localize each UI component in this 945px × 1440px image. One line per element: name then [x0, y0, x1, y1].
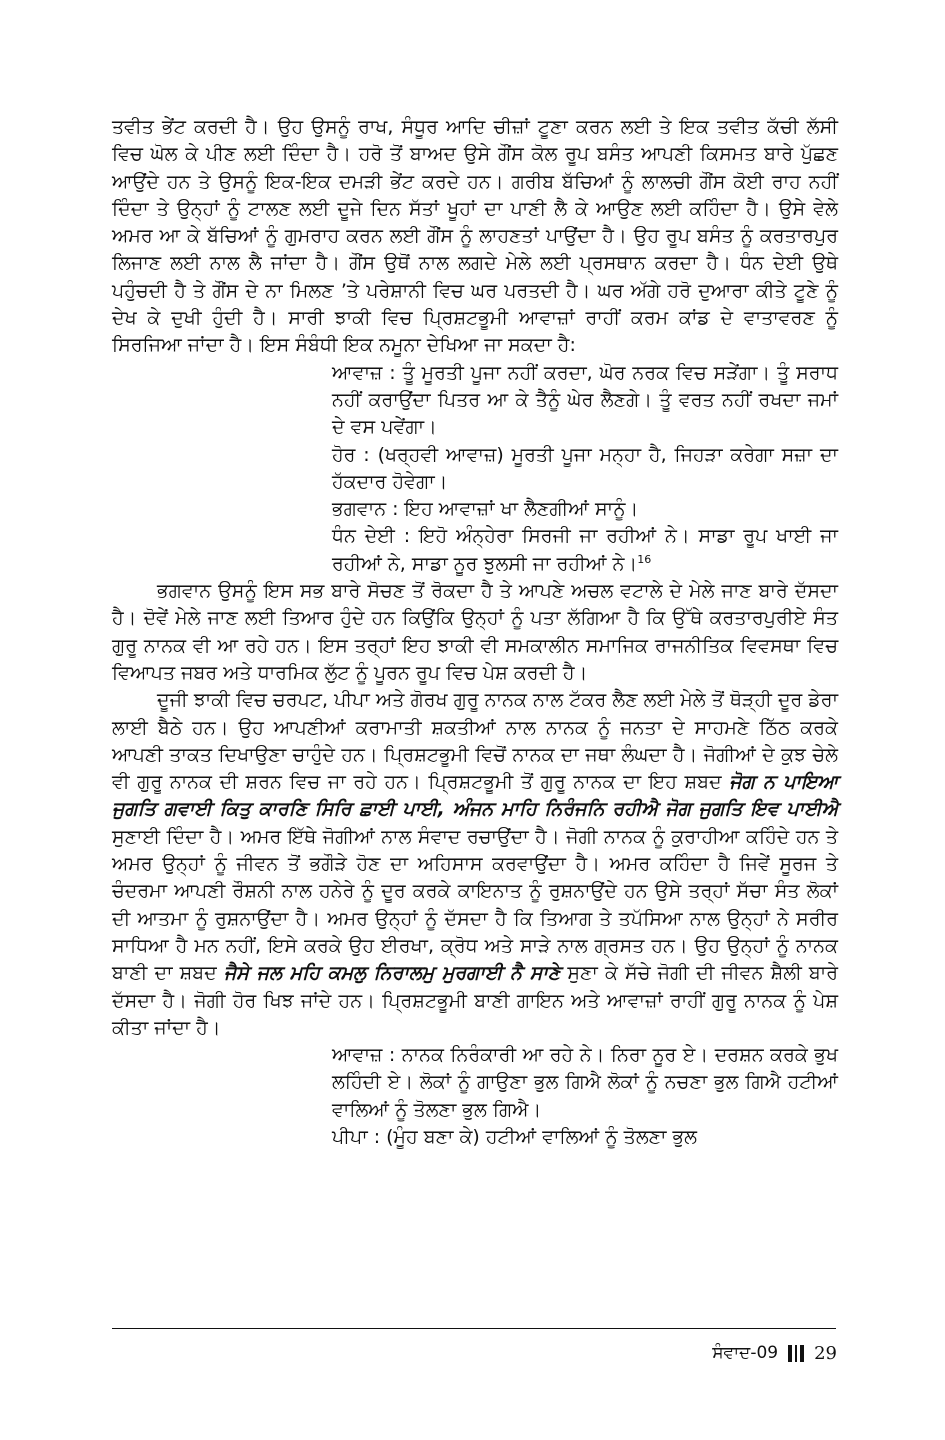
dialogue-line-pipa: ਪੀਪਾ : (ਮੂੰਹ ਬਣਾ ਕੇ) ਹਟੀਆਂ ਵਾਲਿਆਂ ਨੂੰ ਤੋਲਣਾ ਭੁਲ	[332, 1125, 697, 1148]
paragraph-2: ਭਗਵਾਨ ਉਸਨੂੰ ਇਸ ਸਭ ਬਾਰੇ ਸੋਚਣ ਤੋਂ ਰੋਕਦਾ ਹੈ ਤੇ ਆਪਣੇ ਅਚਲ ਵਟਾਲੇ ਦੇ ਮੇਲੇ ਜਾਣ ਬਾਰੇ ਦੱਸਦਾ ਹੈ। ਦੋਵੇਂ ਮੇਲੇ ਜਾਣ ਲਈ ਤਿਆਰ ਹੁੰਦੇ ਹਨ ਕਿਉਂਕਿ ਉਨ੍ਹਾਂ ਨੂੰ ਪਤਾ ਲੱਗਿਆ ਹੈ ਕਿ ਉੱਥੇ ਕਰਤਾਰਪੁਰੀਏ ਸੰਤ ਗੁਰੂ ਨਾਨਕ ਵੀ ਆ ਰਹੇ ਹਨ। ਇਸ ਤਰ੍ਹਾਂ ਇਹ ਝਾਕੀ ਵੀ ਸਮਕਾਲੀਨ ਸਮਾਜਿਕ ਰਾਜਨੀਤਿਕ ਵਿਵਸਥਾ ਵਿਚ ਵਿਆਪਤ ਜਬਰ ਅਤੇ ਧਾਰਮਿਕ ਲੁੱਟ ਨੂੰ ਪੂਰਨ ਰੂਪ ਵਿਚ ਪੇਸ਼ ਕਰਦੀ ਹੈ।	[112, 580, 838, 684]
body-text	[112, 114, 838, 1151]
footer-rule	[112, 1328, 836, 1329]
dialogue-block-1	[332, 360, 838, 578]
dialogue-block-2	[332, 1042, 838, 1151]
paragraph-3-part-a: ਦੂਜੀ ਝਾਕੀ ਵਿਚ ਚਰਪਟ, ਪੀਪਾ ਅਤੇ ਗੋਰਖ ਗੁਰੂ ਨਾਨਕ ਨਾਲ ਟੱਕਰ ਲੈਣ ਲਈ ਮੇਲੇ ਤੋਂ ਥੋੜ੍ਹੀ ਦੂਰ ਡੇਰਾ ਲਾਈ ਬੈਠੇ ਹਨ। ਉਹ ਆਪਣੀਆਂ ਕਰਾਮਾਤੀ ਸ਼ਕਤੀਆਂ ਨਾਲ ਨਾਨਕ ਨੂੰ ਜਨਤਾ ਦੇ ਸਾਹਮਣੇ ਠਿੱਠ ਕਰਕੇ ਆਪਣੀ ਤਾਕਤ ਦਿਖਾਉਣਾ ਚਾਹੁੰਦੇ ਹਨ। ਪ੍ਰਿਸ਼ਟਭੂਮੀ ਵਿਚੋਂ ਨਾਨਕ ਦਾ ਜਥਾ ਲੰਘਦਾ ਹੈ। ਜੋਗੀਆਂ ਦੇ ਕੁਝ ਚੇਲੇ ਵੀ ਗੁਰੂ ਨਾਨਕ ਦੀ ਸ਼ਰਨ ਵਿਚ ਜਾ ਰਹੇ ਹਨ। ਪ੍ਰਿਸ਼ਟਭੂਮੀ ਤੋਂ ਗੁਰੂ ਨਾਨਕ ਦਾ ਇਹ ਸ਼ਬਦ	[112, 689, 838, 794]
dialogue-line-hor: ਹੋਰ : (ਖਰ੍ਹਵੀ ਆਵਾਜ਼) ਮੂਰਤੀ ਪੂਜਾ ਮਨ੍ਹਾ ਹੈ, ਜਿਹੜਾ ਕਰੇਗਾ ਸਜ਼ਾ ਦਾ ਹੱਕਦਾਰ ਹੋਵੇਗਾ।	[332, 443, 838, 493]
page-number: 29	[814, 1342, 837, 1364]
dialogue-line-dhann-dei	[332, 523, 838, 578]
dialogue-line-bhagwan: ਭਗਵਾਨ : ਇਹ ਆਵਾਜ਼ਾਂ ਖਾ ਲੈਣਗੀਆਂ ਸਾਨੂੰ।	[332, 498, 639, 521]
page-footer	[712, 1340, 837, 1366]
paragraph-3	[112, 687, 838, 1042]
paragraph-3-part-c: ਸੁਣਾ ਕੇ ਸੱਚੇ ਜੋਗੀ ਦੀ ਜੀਵਨ ਸ਼ੈਲੀ ਬਾਰੇ ਦੱਸਦਾ ਹੈ। ਜੋਗੀ ਹੋਰ ਖਿਝ ਜਾਂਦੇ ਹਨ। ਪ੍ਰਿਸ਼ਟਭੂਮੀ ਬਾਣੀ ਗਾਇਨ ਅਤੇ ਆਵਾਜ਼ਾਂ ਰਾਹੀਂ ਗੁਰੂ ਨਾਨਕ ਨੂੰ ਪੇਸ਼ ਕੀਤਾ ਜਾਂਦਾ ਹੈ।	[112, 962, 838, 1039]
dialogue-line-awaaz: ਆਵਾਜ਼ : ਤੂੰ ਮੂਰਤੀ ਪੂਜਾ ਨਹੀਂ ਕਰਦਾ, ਘੋਰ ਨਰਕ ਵਿਚ ਸੜੇਂਗਾ। ਤੂੰ ਸਰਾਧ ਨਹੀਂ ਕਰਾਉਂਦਾ ਪਿਤਰ ਆ ਕੇ ਤੈਨੂੰ ਘੇਰ ਲੈਣਗੇ। ਤੂੰ ਵਰਤ ਨਹੀਂ ਰਖਦਾ ਜਮਾਂ ਦੇ ਵਸ ਪਵੇਂਗਾ।	[332, 361, 838, 439]
paragraph-1: ਤਵੀਤ ਭੇਂਟ ਕਰਦੀ ਹੈ। ਉਹ ਉਸਨੂੰ ਰਾਖ, ਸੰਧੂਰ ਆਦਿ ਚੀਜ਼ਾਂ ਟੂਣਾ ਕਰਨ ਲਈ ਤੇ ਇਕ ਤਵੀਤ ਕੱਚੀ ਲੱਸੀ ਵਿਚ ਘੋਲ ਕੇ ਪੀਣ ਲਈ ਦਿੰਦਾ ਹੈ। ਹਰੋ ਤੋਂ ਬਾਅਦ ਉਸੇ ਗੌਂਸ ਕੋਲ ਰੂਪ ਬਸੰਤ ਆਪਣੀ ਕਿਸਮਤ ਬਾਰੇ ਪੁੱਛਣ ਆਉਂਦੇ ਹਨ ਤੇ ਉਸਨੂੰ ਇਕ-ਇਕ ਦਮੜੀ ਭੇਂਟ ਕਰਦੇ ਹਨ। ਗਰੀਬ ਬੱਚਿਆਂ ਨੂੰ ਲਾਲਚੀ ਗੌਂਸ ਕੋਈ ਰਾਹ ਨਹੀਂ ਦਿੰਦਾ ਤੇ ਉਨ੍ਹਾਂ ਨੂੰ ਟਾਲਣ ਲਈ ਦੂਜੇ ਦਿਨ ਸੱਤਾਂ ਖੂਹਾਂ ਦਾ ਪਾਣੀ ਲੈ ਕੇ ਆਉਣ ਲਈ ਕਹਿੰਦਾ ਹੈ। ਉਸੇ ਵੇਲੇ ਅਮਰ ਆ ਕੇ ਬੱਚਿਆਂ ਨੂੰ ਗੁਮਰਾਹ ਕਰਨ ਲਈ ਗੌਂਸ ਨੂੰ ਲਾਹਣਤਾਂ ਪਾਉਂਦਾ ਹੈ। ਉਹ ਰੂਪ ਬਸੰਤ ਨੂੰ ਕਰਤਾਰਪੁਰ ਲਿਜਾਣ ਲਈ ਨਾਲ ਲੈ ਜਾਂਦਾ ਹੈ। ਗੌਂਸ ਉਥੋਂ ਨਾਲ ਲਗਦੇ ਮੇਲੇ ਲਈ ਪ੍ਰਸਥਾਨ ਕਰਦਾ ਹੈ। ਧੰਨ ਦੇਈ ਉਥੇ ਪਹੁੰਚਦੀ ਹੈ ਤੇ ਗੌਂਸ ਦੇ ਨਾ ਮਿਲਣ ’ਤੇ ਪਰੇਸ਼ਾਨੀ ਵਿਚ ਘਰ ਪਰਤਦੀ ਹੈ। ਘਰ ਅੱਗੇ ਹਰੋ ਦੁਆਰਾ ਕੀਤੇ ਟੂਣੇ ਨੂੰ ਦੇਖ ਕੇ ਦੁਖੀ ਹੁੰਦੀ ਹੈ। ਸਾਰੀ ਝਾਕੀ ਵਿਚ ਪ੍ਰਿਸ਼ਟਭੂਮੀ ਆਵਾਜ਼ਾਂ ਰਾਹੀਂ ਕਰਮ ਕਾਂਡ ਦੇ ਵਾਤਾਵਰਣ ਨੂੰ ਸਿਰਜਿਆ ਜਾਂਦਾ ਹੈ। ਇਸ ਸੰਬੰਧੀ ਇਕ ਨਮੂਨਾ ਦੇਖਿਆ ਜਾ ਸਕਦਾ ਹੈ:	[112, 116, 838, 357]
divider-bars-icon	[788, 1345, 804, 1362]
dialogue-line-awaaz-2: ਆਵਾਜ਼ : ਨਾਨਕ ਨਿਰੰਕਾਰੀ ਆ ਰਹੇ ਨੇ। ਨਿਰਾ ਨੂਰ ਏ। ਦਰਸ਼ਨ ਕਰਕੇ ਭੁਖ ਲਹਿੰਦੀ ਏ। ਲੋਕਾਂ ਨੂੰ ਗਾਉਣਾ ਭੁਲ ਗਿਐ ਲੋਕਾਂ ਨੂੰ ਨਚਣਾ ਭੁਲ ਗਿਐ ਹਟੀਆਂ ਵਾਲਿਆਂ ਨੂੰ ਤੋਲਣਾ ਭੁਲ ਗਿਐ।	[332, 1044, 838, 1121]
paragraph-3-part-b: ਸੁਣਾਈ ਦਿੰਦਾ ਹੈ। ਅਮਰ ਇੱਥੇ ਜੋਗੀਆਂ ਨਾਲ ਸੰਵਾਦ ਰਚਾਉਂਦਾ ਹੈ। ਜੋਗੀ ਨਾਨਕ ਨੂੰ ਕੁਰਾਹੀਆ ਕਹਿੰਦੇ ਹਨ ਤੇ ਅਮਰ ਉਨ੍ਹਾਂ ਨੂੰ ਜੀਵਨ ਤੋਂ ਭਗੌੜੇ ਹੋਣ ਦਾ ਅਹਿਸਾਸ ਕਰਵਾਉਂਦਾ ਹੈ। ਅਮਰ ਕਹਿੰਦਾ ਹੈ ਜਿਵੇਂ ਸੂਰਜ ਤੇ ਚੰਦਰਮਾ ਆਪਣੀ ਰੌਸ਼ਨੀ ਨਾਲ ਹਨੇਰੇ ਨੂੰ ਦੂਰ ਕਰਕੇ ਕਾਇਨਾਤ ਨੂੰ ਰੁਸ਼ਨਾਉਂਦੇ ਹਨ ਉਸੇ ਤਰ੍ਹਾਂ ਸੱਚਾ ਸੰਤ ਲੋਕਾਂ ਦੀ ਆਤਮਾ ਨੂੰ ਰੁਸ਼ਨਾਉਂਦਾ ਹੈ। ਅਮਰ ਉਨ੍ਹਾਂ ਨੂੰ ਦੱਸਦਾ ਹੈ ਕਿ ਤਿਆਗ ਤੇ ਤਪੱਸਿਆ ਨਾਲ ਉਨ੍ਹਾਂ ਨੇ ਸਰੀਰ ਸਾਧਿਆ ਹੈ ਮਨ ਨਹੀਂ, ਇਸੇ ਕਰਕੇ ਉਹ ਈਰਖਾ, ਕ੍ਰੋਧ ਅਤੇ ਸਾੜੇ ਨਾਲ ਗ੍ਰਸਤ ਹਨ। ਉਹ ਉਨ੍ਹਾਂ ਨੂੰ ਨਾਨਕ ਬਾਣੀ ਦਾ ਸ਼ਬਦ	[112, 825, 838, 985]
gurbani-quote-2: ਜੈਸੇ ਜਲ ਮਹਿ ਕਮਲੁ ਨਿਰਾਲਮੁ ਮੁਰਗਾਈ ਨੈ ਸਾਣੇ	[223, 962, 561, 985]
footnote-reference: 16	[637, 552, 652, 566]
journal-name: ਸੰਵਾਦ-09	[712, 1343, 779, 1363]
dialogue-line-dhann-dei-text: ਧੰਨ ਦੇਈ : ਇਹੋ ਅੰਨ੍ਹੇਰਾ ਸਿਰਜੀ ਜਾ ਰਹੀਆਂ ਨੇ। ਸਾਡਾ ਰੂਪ ਖਾਈ ਜਾ ਰਹੀਆਂ ਨੇ, ਸਾਡਾ ਨੂਰ ਝੁਲਸੀ ਜਾ ਰਹੀਆਂ ਨੇ।	[332, 525, 838, 575]
gurbani-quote-1: ਜੋਗ ਨ ਪਾਇਆ ਜੁਗਤਿ ਗਵਾਈ ਕਿਤੁ ਕਾਰਣਿ ਸਿਰਿ ਛਾਈ ਪਾਈ, ਅੰਜਨ ਮਾਹਿ ਨਿਰੰਜਨਿ ਰਹੀਐ ਜੋਗ ਜੁਗਤਿ ਇਵ ਪਾਈਐ	[112, 771, 839, 821]
